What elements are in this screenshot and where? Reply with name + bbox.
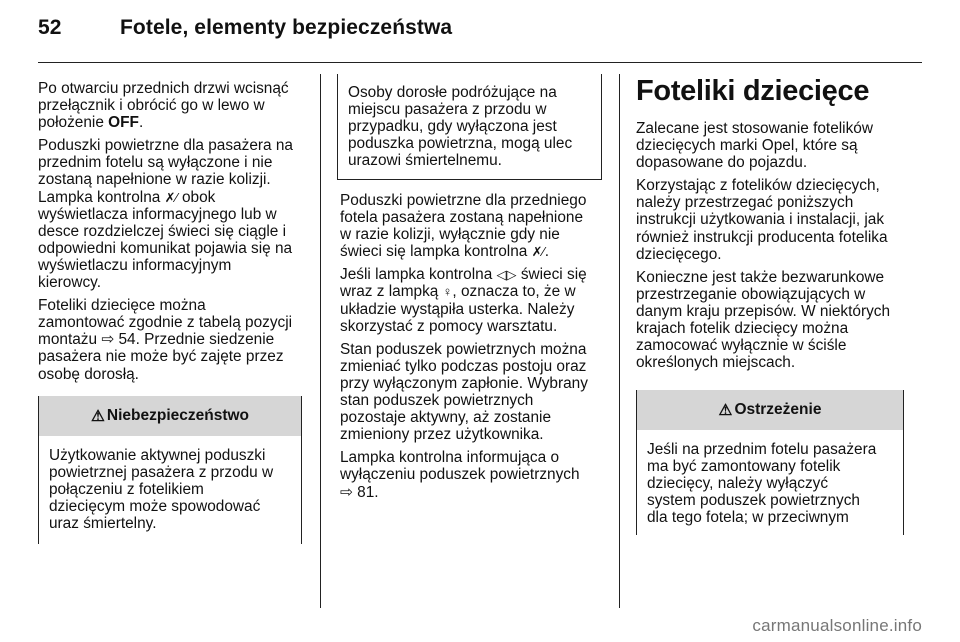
- caution-box-heading: ⚠ Ostrzeżenie: [637, 390, 903, 430]
- paragraph-off-switch: Po otwarciu przednich drzwi wcisnąć przełącznik i obrócić go w lewo w położenie OFF.: [38, 80, 289, 132]
- paragraph-airbag-inflation: Poduszki powietrzne dla przedniego fotela pasażera zostaną napełnione w razie kolizji, wyłącznie gdy nie świeci się lampka kontrolna ✗︎⁄.: [340, 192, 587, 261]
- off-label: OFF: [108, 114, 139, 132]
- page-reference-arrow-icon: ⇨: [340, 483, 353, 501]
- paragraph-airbag-state: Stan poduszek powietrznych można zmieniać tylko podczas postoju oraz przy wyłączonym zapłonie. Wybrany stan poduszek powietrznych pozostaje aktywny, aż zostanie zmieniony przez użytkownika.: [340, 340, 588, 444]
- adult-passenger-box: [337, 74, 602, 180]
- page-number: 52: [38, 16, 62, 39]
- danger-box: [38, 396, 302, 544]
- caution-box: [636, 390, 904, 535]
- section-heading: Foteliki dziecięce: [636, 75, 870, 107]
- warning-triangle-icon: ⚠: [718, 401, 733, 419]
- paragraph-child-seats: Foteliki dziecięce można zamontować zgodnie z tabelą pozycji montażu ⇨ 54. Przednie siedzenie pasażera nie może być zajęte przez osobę dorosłą.: [38, 297, 293, 383]
- paragraph-airbags-disabled: Poduszki powietrzne dla pasażera na przednim fotelu są wyłączone i nie zostaną napełnione w razie kolizji. Lampka kontrolna ✗︎⁄ obok wyświetlacza informacyjnego lub w desce rozdzielczej świeci się ciągle i odpowiedni komunikat pojawia się na wyświetlaczu informacyjnym kierowcy.: [38, 137, 293, 292]
- warning-triangle-icon: ⚠: [90, 407, 105, 425]
- column-1: [38, 80, 316, 389]
- column-divider-1: [320, 74, 321, 608]
- seatbelt-warning-icon: ♀: [442, 284, 453, 300]
- column-divider-2: [619, 74, 620, 608]
- danger-box-heading: ⚠ Niebezpieczeństwo: [39, 396, 301, 436]
- airbag-off-icon: ✗︎⁄: [531, 244, 545, 260]
- caution-box-body: Jeśli na przednim fotelu pasażera ma być zamontowany fotelik dziecięcy, należy wyłączyć system poduszek powietrznych dla tego fotela; w przeciwnym: [647, 441, 877, 527]
- adult-passenger-box-body: Osoby dorosłe podróżujące na miejscu pasażera z przodu w przypadku, gdy wyłączona jest poduszka powietrzna, mogą ulec urazowi śmiertelnemu.: [348, 84, 573, 170]
- paragraph-instructions: Korzystając z fotelików dziecięcych, należy przestrzegać poniższych instrukcji użytkowania i instalacji, jak również instrukcji producenta fotelika dziecięcego.: [636, 177, 888, 263]
- column-3: [636, 74, 926, 377]
- paragraph-fault-lamp: Jeśli lampka kontrolna ◁▷ świeci się wraz z lampką ♀, oznacza to, że w układzie wystąpiła usterka. Należy skorzystać z pomocy warsztatu.: [340, 266, 587, 335]
- paragraph-recommended-seats: Zalecane jest stosowanie fotelików dziecięcych marki Opel, które są dopasowane do pojazdu.: [636, 120, 873, 172]
- column-2: [340, 192, 616, 507]
- paragraph-info-lamp: Lampka kontrolna informująca o wyłączeniu poduszek powietrznych ⇨ 81.: [340, 449, 580, 501]
- page-title: Fotele, elementy bezpieczeństwa: [120, 16, 453, 39]
- page-reference-arrow-icon: ⇨: [101, 331, 115, 349]
- airbag-warning-icon: ◁▷: [496, 267, 517, 283]
- header-divider: [38, 62, 922, 63]
- watermark: carmanualsonline.info: [752, 616, 922, 635]
- danger-box-body: Użytkowanie aktywnej poduszki powietrznej pasażera z przodu w połączeniu z fotelikiem dziecięcym może spowodować uraz śmiertelny.: [49, 447, 274, 533]
- airbag-off-icon: ✗︎⁄: [164, 189, 178, 205]
- paragraph-regulations: Konieczne jest także bezwarunkowe przestrzeganie obowiązujących w danym kraju przepisów. W niektórych krajach fotelik dziecięcy można zamocować wyłącznie w ściśle określonych miejscach.: [636, 268, 891, 372]
- page-header: [38, 16, 452, 40]
